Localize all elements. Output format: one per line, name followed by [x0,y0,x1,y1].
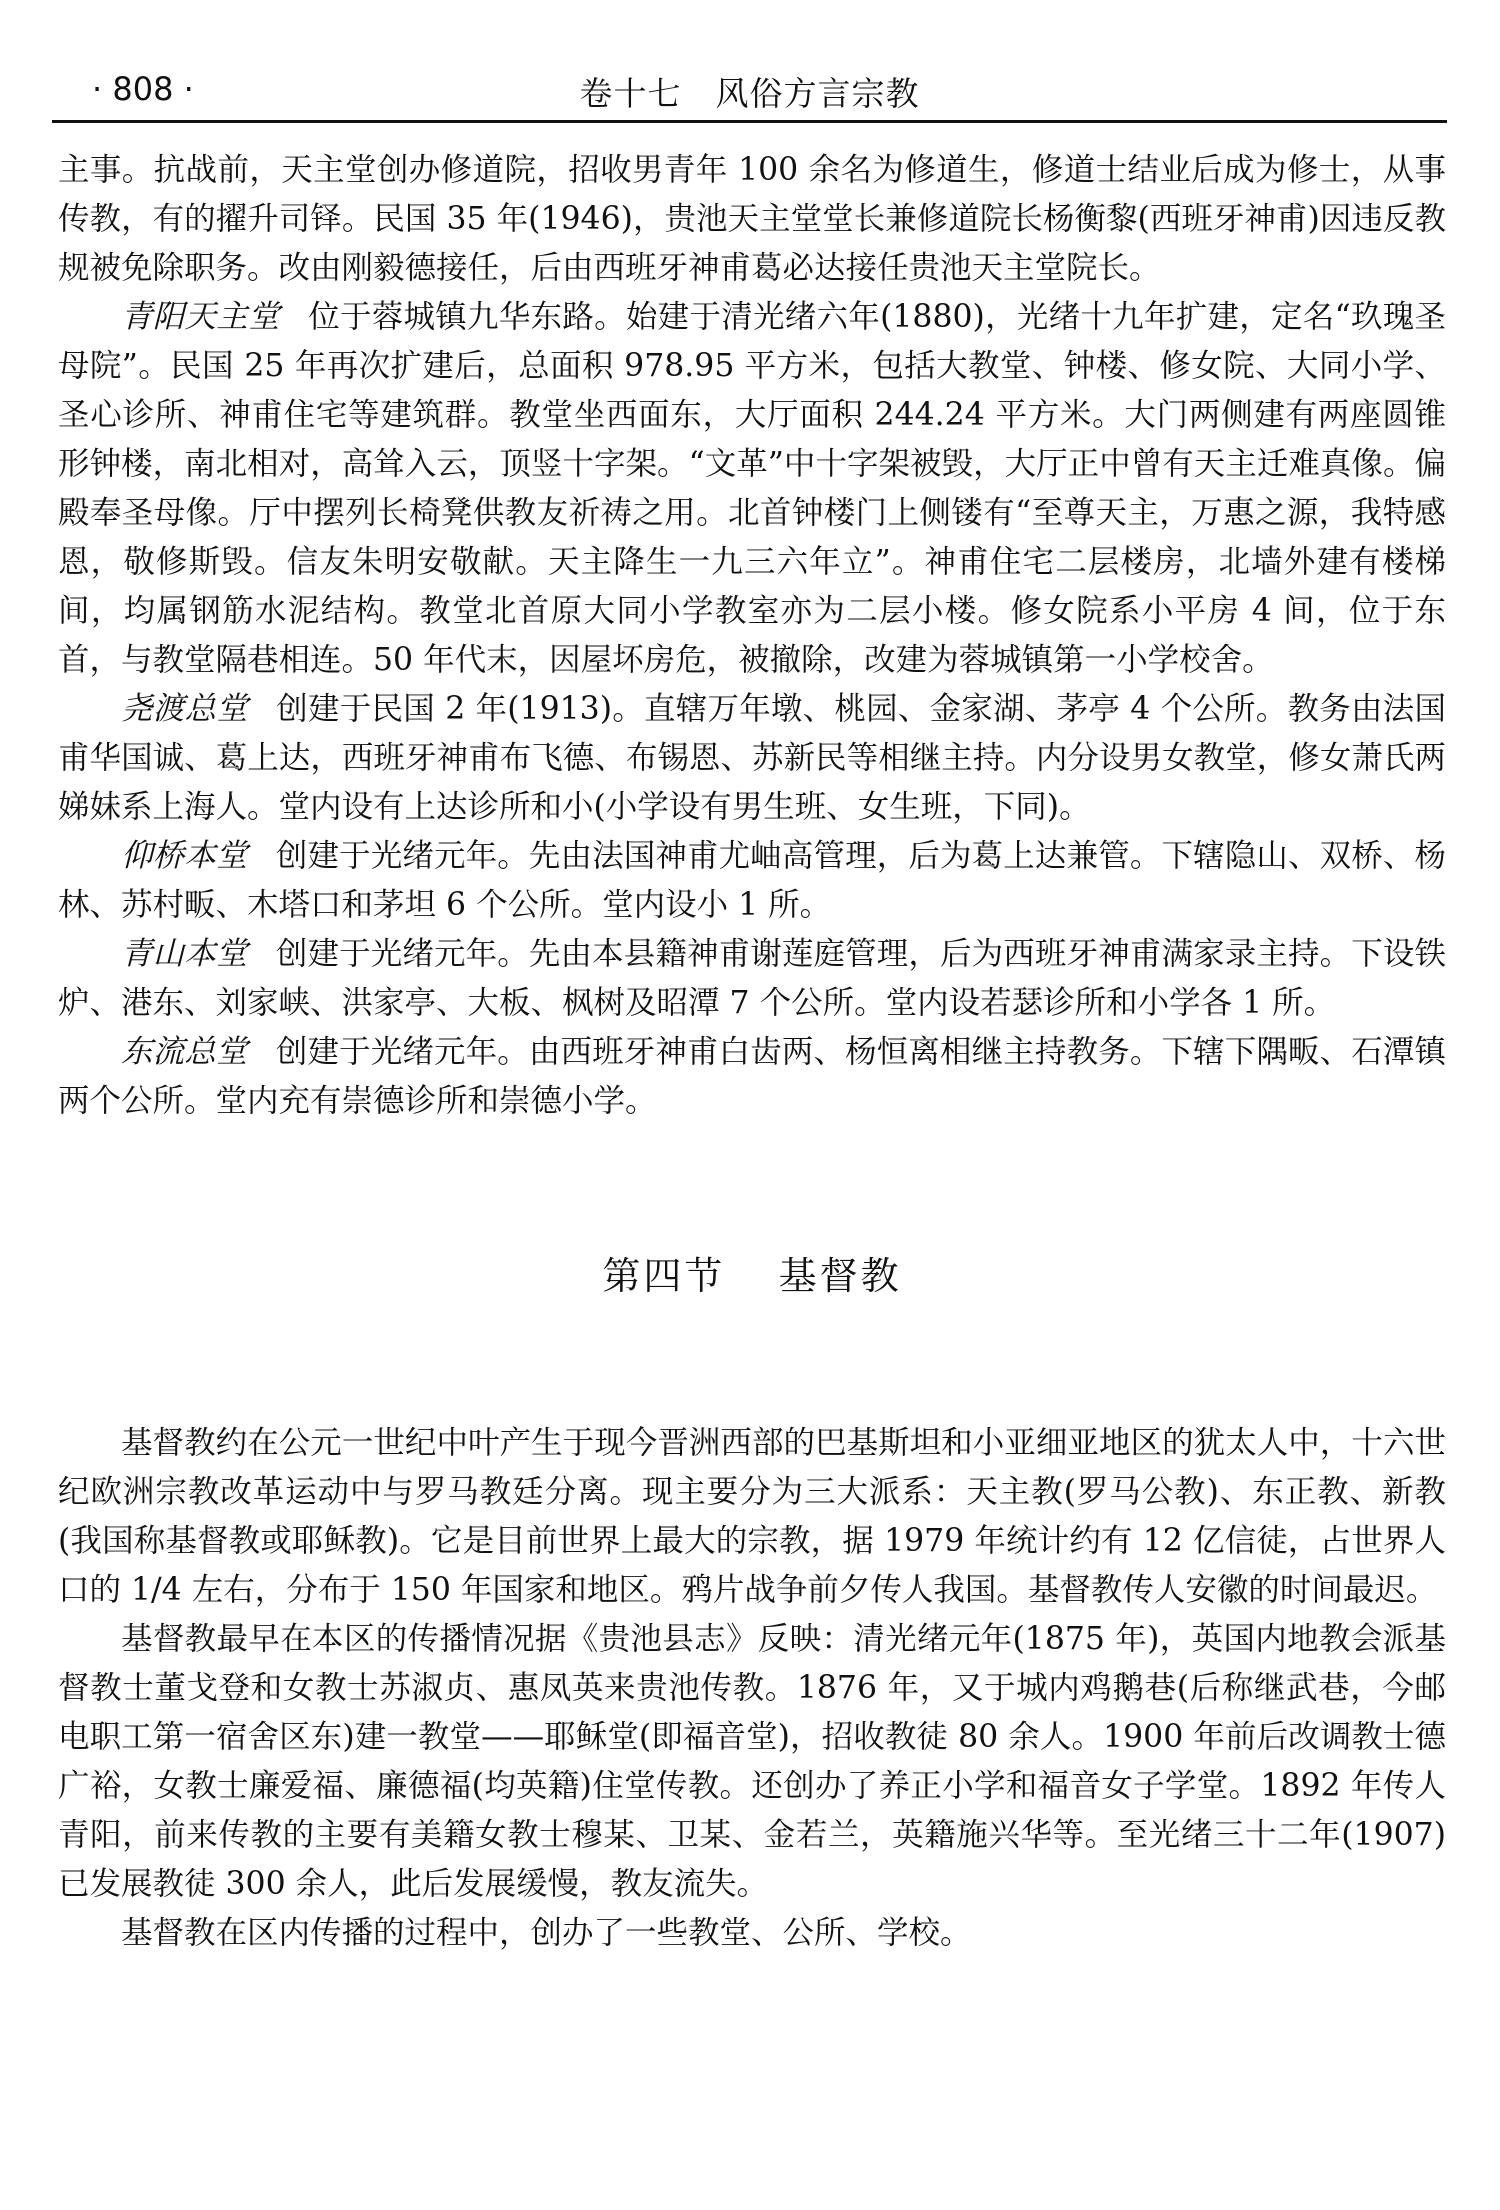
entry-qingshan-church [58,930,1446,1028]
entry-yangqiao-church [58,832,1446,930]
entry-text: 位于蓉城镇九华东路。始建于清光绪六年(1880)，光绪十九年扩建，定名“玖瑰圣母院”。民国 25 年再次扩建后，总面积 978.95 平方米，包括大教堂、钟楼、修女院、大同小学、圣心诊所、神甫住宅等建筑群。教堂坐西面东，大厅面积 244.24 平方米。大门两侧建有两座圆锥形钟楼，南北相对，高耸入云，顶竖十字架。“文革”中十字架被毁，大厅正中曾有天主迁难真像。偏殿奉圣母像。厅中摆列长椅凳供教友祈祷之用。北首钟楼门上侧镂有“至尊天主，万惠之源，我特感恩，敬修斯毁。信友朱明安敬献。天主降生一九三六年立”。神甫住宅二层楼房，北墙外建有楼梯间，均属钢筋水泥结构。教堂北首原大同小学教室亦为二层小楼。修女院系小平房 4 间，位于东首，与教堂隔巷相连。50 年代末，因屋坏房危，被撤除，改建为蓉城镇第一小学校舍。 [58,299,1446,678]
entry-title: 青山本堂 [121,936,248,972]
entry-text: 创建于光绪元年。由西班牙神甫白齿两、杨恒离相继主持教务。下辖下隅畈、石潭镇两个公所。堂内充有崇德诊所和崇德小学。 [58,1034,1446,1119]
entry-text: 创建于光绪元年。先由法国神甫尤岫高管理，后为葛上达兼管。下辖隐山、双桥、杨林、苏村畈、木塔口和茅坦 6 个公所。堂内设小 1 所。 [58,838,1446,923]
running-title: 卷十七 风俗方言宗教 [579,74,920,113]
section-heading [58,1252,1446,1301]
entry-title: 尧渡总堂 [121,691,248,727]
entry-text: 创建于民国 2 年(1913)。直辖万年墩、桃园、金家湖、茅亭 4 个公所。教务由法国甫华国诚、葛上达，西班牙神甫布飞德、布锡恩、苏新民等相继主持。内分设男女教堂，修女萧氏两娣妹系上海人。堂内设有上达诊所和小(小学设有男生班、女生班，下同)。 [58,691,1446,825]
entry-text: 创建于光绪元年。先由本县籍神甫谢莲庭管理，后为西班牙神甫满家录主持。下设铁炉、港东、刘家峡、洪家亭、大板、枫树及昭潭 7 个公所。堂内设若瑟诊所和小学各 1 所。 [58,936,1446,1021]
section-number: 第四节 [602,1254,726,1298]
entry-title: 东流总堂 [121,1034,248,1070]
section-title: 基督教 [778,1254,902,1298]
entry-yaodu-church [58,685,1446,832]
page-header [52,60,1447,123]
entry-dongliu-church [58,1028,1446,1126]
paragraph: 基督教最早在本区的传播情况据《贵池县志》反映：清光绪元年(1875 年)，英国内地教会派基督教士董戈登和女教士苏淑贞、惠凤英来贵池传教。1876 年，又于城内鸡鹅巷(后称继武巷，今邮电职工第一宿舍区东)建一教堂——耶稣堂(即福音堂)，招收教徒 80 余人。1900 年前后改调教士德广裕，女教士廉爱福、廉德福(均英籍)住堂传教。还创办了养正小学和福音女子学堂。1892 年传人青阳，前来传教的主要有美籍女教士穆某、卫某、金若兰，英籍施兴华等。至光绪三十二年(1907)已发展教徒 300 余人，此后发展缓慢，教友流失。 [58,1621,1446,1902]
entry-qingyang-church [58,293,1446,685]
paragraph-continued: 主事。抗战前，天主堂创办修道院，招收男青年 100 余名为修道生，修道士结业后成为修士，从事传教，有的擢升司铎。民国 35 年(1946)，贵池天主堂堂长兼修道院长杨衡黎(西班牙神甫)因违反教规被免除职务。改由刚毅德接任，后由西班牙神甫葛必达接任贵池天主堂院长。 [58,152,1446,286]
entry-title: 仰桥本堂 [121,838,248,874]
page-number: · 808 · [92,70,194,108]
main-text [58,146,1446,1958]
paragraph: 基督教在区内传播的过程中，创办了一些教堂、公所、学校。 [121,1915,972,1951]
entry-title: 青阳天主堂 [121,299,280,335]
paragraph: 基督教约在公元一世纪中叶产生于现今晋洲西部的巴基斯坦和小亚细亚地区的犹太人中，十六世纪欧洲宗教改革运动中与罗马教廷分离。现主要分为三大派系：天主教(罗马公教)、东正教、新教(我国称基督教或耶稣教)。它是目前世界上最大的宗教，据 1979 年统计约有 12 亿信徒，占世界人口的 1/4 左右，分布于 150 年国家和地区。鸦片战争前夕传人我国。基督教传人安徽的时间最迟。 [58,1425,1446,1608]
